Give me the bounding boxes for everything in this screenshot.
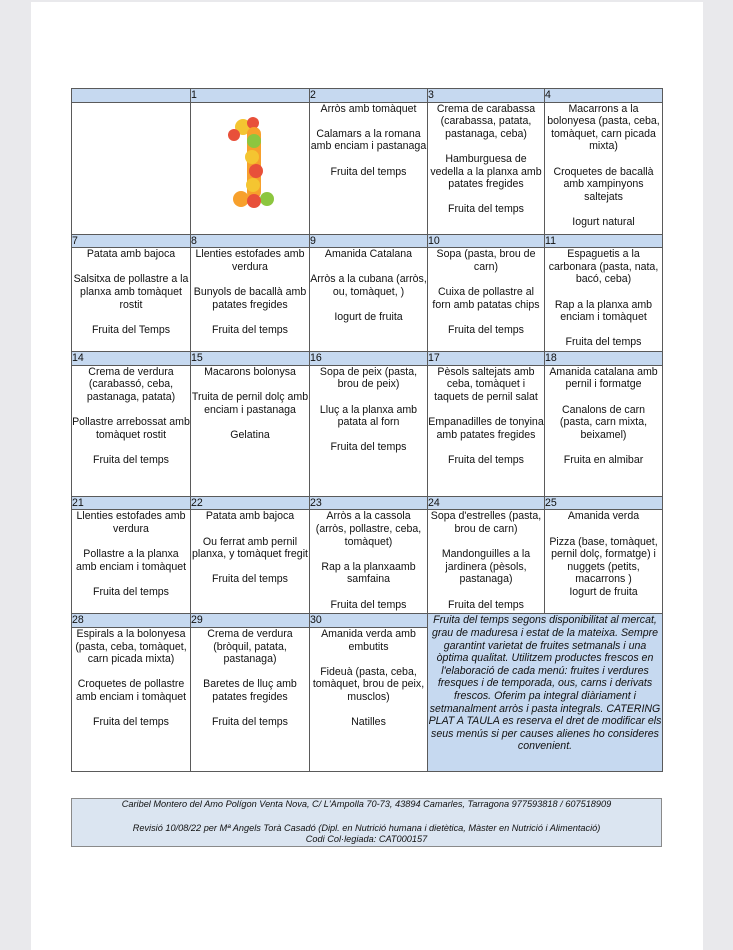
dish-item: Fruita en almibar	[563, 453, 644, 466]
day-number: 14	[72, 352, 191, 366]
day-number: 23	[310, 496, 428, 510]
dish-gap	[191, 561, 309, 574]
dish-item: Espaguetis a la carbonara (pasta, nata, bacó, ceba)	[548, 248, 659, 286]
dish-item: Fruita del temps	[330, 441, 407, 454]
dish-item: Patata amb bajoca	[86, 248, 176, 261]
dish-gap	[545, 441, 662, 454]
dish-gap	[428, 404, 544, 417]
day-number: 15	[191, 352, 310, 366]
dish-gap	[545, 153, 662, 166]
dish-item: Macarons bolonysa	[204, 365, 296, 378]
dish-gap	[428, 441, 544, 454]
dish-gap	[72, 441, 190, 454]
dish-item: Arròs a la cubana (arròs, ou, tomàquet, )	[310, 273, 427, 298]
dish-item: Amanida catalana amb pernil i formatge	[549, 365, 658, 391]
dish-item: Fruita del temps	[93, 716, 169, 729]
day-number: 8	[191, 234, 310, 248]
dish-item: Arròs a la cassola (arròs, pollastre, ceba, tomàquet)	[315, 510, 422, 548]
dish-gap	[428, 311, 544, 324]
day-number: 30	[310, 614, 428, 628]
day-menu-cell	[545, 510, 663, 614]
day-menu-cell	[428, 248, 545, 352]
dish-gap	[310, 653, 427, 666]
menu-sheet	[31, 2, 703, 950]
dish-item: Fruita del temps	[448, 203, 524, 216]
dish-item: Arròs amb tomàquet	[320, 102, 417, 115]
day-menu-cell	[545, 365, 663, 496]
dish-gap	[428, 536, 544, 549]
dish-gap	[545, 286, 662, 299]
week-header-empty	[72, 89, 191, 103]
dish-item: Rap a la planxaamb samfaina	[321, 560, 416, 586]
dish-gap	[72, 536, 190, 549]
dish-item: Fruita del temps	[330, 165, 407, 178]
dish-gap	[310, 704, 427, 717]
day-number: 4	[545, 89, 663, 103]
day-number: 2	[310, 89, 428, 103]
day-menu-cell	[191, 627, 310, 771]
day-menu-cell	[545, 248, 663, 352]
day-number: 28	[72, 614, 191, 628]
dish-gap	[310, 153, 427, 166]
dish-item: Fruita del temps	[330, 598, 407, 611]
dish-item: Rap a la planxa amb enciam i tomàquet	[554, 298, 653, 324]
dish-item: Llenties estofades amb verdura	[195, 248, 305, 273]
dish-gap	[428, 140, 544, 153]
dish-item: Pizza (base, tomàquet, pernil dolç, formatge) i nuggets (petits, macarrons )	[549, 535, 658, 586]
footer-info	[71, 798, 662, 847]
dish-gap	[310, 586, 427, 599]
dish-gap	[310, 299, 427, 312]
dish-item: Gelatina	[230, 428, 270, 441]
dish-item: Iogurt de fruita	[334, 311, 403, 324]
day-number: 24	[428, 496, 545, 510]
dish-gap	[428, 191, 544, 204]
day-number: 11	[545, 234, 663, 248]
dish-gap	[191, 378, 309, 391]
dish-item: Empanadilles de tonyina amb patates fregides	[428, 416, 544, 441]
dish-item: Llenties estofades amb verdura	[76, 510, 186, 535]
dish-item: Fruita del temps	[212, 716, 288, 729]
dish-gap	[545, 203, 662, 216]
day-menu-cell	[310, 510, 428, 614]
company-address: Caribel Montero del Amo Polígon Venta Nova, C/ L'Ampolla 70-73, 43894 Camarles, Tarragona 977593818 / 607518909	[121, 799, 612, 809]
day-number: 17	[428, 352, 545, 366]
fruit-number-one-icon	[191, 103, 309, 213]
dish-item: Patata amb bajoca	[205, 510, 295, 523]
dish-gap	[191, 704, 309, 717]
day-menu-cell	[310, 102, 428, 234]
dish-item: Ou ferrat amb pernil planxa, y tomàquet fregit	[191, 535, 308, 561]
dish-item: Sopa de peix (pasta, brou de peix)	[319, 365, 418, 391]
dish-gap	[545, 391, 662, 404]
day-number: 21	[72, 496, 191, 510]
day-menu-cell	[191, 365, 310, 496]
dish-gap	[72, 404, 190, 417]
dish-item: Fruita del temps	[448, 453, 524, 466]
day-number: 25	[545, 496, 663, 510]
week-label-empty	[72, 102, 191, 234]
dish-gap	[191, 416, 309, 429]
day-menu-cell	[72, 248, 191, 352]
dish-gap	[545, 523, 662, 536]
dish-gap	[310, 548, 427, 561]
dish-item: Fruita del temps	[93, 585, 169, 598]
dish-item: Cuixa de pollastre al forn amb patatas chips	[432, 285, 540, 311]
day-number: 3	[428, 89, 545, 103]
dish-gap	[310, 261, 427, 274]
dish-item: Pèsols saltejats amb ceba, tomàquet i taquets de pernil salat	[434, 365, 538, 403]
dish-item: Salsitxa de pollastre a la planxa amb tomàquet rostit	[73, 273, 189, 311]
day-menu-cell	[310, 248, 428, 352]
day-number: 1	[191, 89, 310, 103]
day-menu-cell	[428, 365, 545, 496]
day-menu-cell	[310, 627, 428, 771]
dish-gap	[191, 311, 309, 324]
dish-item: Fruita del temps	[212, 323, 288, 336]
dish-gap	[428, 586, 544, 599]
day-menu-cell	[72, 510, 191, 614]
day-menu-cell	[545, 102, 663, 234]
dish-item: Amanida Catalana	[324, 248, 413, 261]
dish-item: Truita de pernil dolç amb enciam i pastanaga	[191, 390, 309, 416]
dish-gap	[428, 273, 544, 286]
dish-item: Pollastre arrebossat amb tomàquet rostit	[72, 416, 190, 441]
day-menu-cell	[428, 510, 545, 614]
dish-item: Crema de carabassa (carabassa, patata, pastanaga, ceba)	[436, 102, 536, 140]
dish-gap	[191, 273, 309, 286]
dish-item: Fruita del temps	[448, 323, 524, 336]
dish-item: Bunyols de bacallà amb patates fregides	[193, 285, 307, 311]
day-number: 10	[428, 234, 545, 248]
revision-info: Revisió 10/08/22 per Mª Angels Torà Casadó (Dipl. en Nutrició humana i dietètica, Màster en Nutrició i Alimentació)	[132, 823, 601, 833]
day-number: 16	[310, 352, 428, 366]
dish-gap	[72, 261, 190, 274]
dish-item: Baretes de lluç amb patates fregides	[203, 678, 297, 703]
day-menu-cell	[428, 102, 545, 234]
day-number: 29	[191, 614, 310, 628]
dish-item: Fruita del temps	[93, 453, 169, 466]
dish-gap	[545, 324, 662, 337]
dish-gap	[310, 391, 427, 404]
day-menu-cell	[72, 365, 191, 496]
dish-item: Natilles	[351, 716, 386, 729]
monthly-menu-table	[71, 88, 663, 772]
day-menu-cell	[310, 365, 428, 496]
dish-item: Lluç a la planxa amb patata al forn	[319, 403, 418, 429]
dish-item: Fruita del temps	[212, 573, 288, 586]
dish-gap	[72, 311, 190, 324]
dish-item: Crema de verdura (carabassó, ceba, pastanaga, patata)	[86, 365, 176, 403]
dish-gap	[191, 523, 309, 536]
dish-item: Espirals a la bolonyesa (pasta, ceba, tomàquet, carn picada mixta)	[75, 627, 187, 666]
dish-item: Calamars a la romana amb enciam i pastanaga	[310, 127, 427, 153]
day-menu-cell	[191, 510, 310, 614]
dish-item: Fruita del temps	[565, 336, 642, 349]
dish-item: Croquetes de pollastre amb enciam i tomàquet	[75, 678, 187, 703]
dish-item: Amanida verda amb embutits	[321, 627, 416, 653]
registration-code: Codi Col·legiada: CAT000157	[305, 834, 428, 844]
dish-item: Croquetes de bacallà amb xampinyons saltejats	[553, 165, 654, 203]
dish-gap	[310, 429, 427, 442]
dish-item: Hamburguesa de vedella a la planxa amb patates fregides	[430, 152, 542, 191]
day-number: 18	[545, 352, 663, 366]
dish-item: Iogurt natural	[572, 215, 635, 228]
dish-item: Crema de verdura (bròquil, patata, pastanaga)	[207, 627, 293, 666]
dish-gap	[191, 666, 309, 679]
dish-item: Sopa (pasta, brou de carn)	[436, 248, 536, 273]
day-menu-cell	[191, 248, 310, 352]
dish-item: Mandonguilles a la jardinera (pèsols, pastanaga)	[441, 548, 531, 586]
fruit-policy-note: Fruita del temps segons disponibilitat al mercat, grau de maduresa i estat de la mateixa. Sempre garantint varietat de fruites setmanals i una òptima qualitat. Utilitzem productes frescos en l'elaboració de cada menú: fruites i verdures fresques i de temporada, ous, carns i derivats frescos. Oferim pa integral diàriament i setmanalment arròs i pasta integrals. CATERING PLAT A TAULA es reserva el dret de modificar els seus menús si per causes alienes ho consideres convenient.	[428, 614, 663, 772]
dish-item: Canalons de carn (pasta, carn mixta, beixamel)	[559, 403, 648, 441]
dish-gap	[72, 666, 190, 679]
dish-item: Macarrons a la bolonyesa (pasta, ceba, tomàquet, carn picada mixta)	[547, 102, 660, 153]
dish-item: Iogurt de fruita	[569, 585, 638, 598]
day-number: 7	[72, 234, 191, 248]
dish-gap	[72, 704, 190, 717]
dish-item: Fruita del temps	[448, 598, 524, 611]
dish-item: Pollastre a la planxa amb enciam i tomàquet	[75, 548, 187, 573]
dish-item: Sopa d'estrelles (pasta, brou de carn)	[430, 510, 542, 535]
day-number: 9	[310, 234, 428, 248]
dish-item: Fideuà (pasta, ceba, tomàquet, brou de peix, musclos)	[312, 665, 425, 703]
day-menu-cell	[191, 102, 310, 234]
dish-gap	[310, 115, 427, 128]
day-number: 22	[191, 496, 310, 510]
day-menu-cell	[72, 627, 191, 771]
dish-item: Fruita del Temps	[91, 323, 171, 336]
dish-gap	[72, 573, 190, 586]
dish-item: Amanida verda	[567, 510, 640, 523]
